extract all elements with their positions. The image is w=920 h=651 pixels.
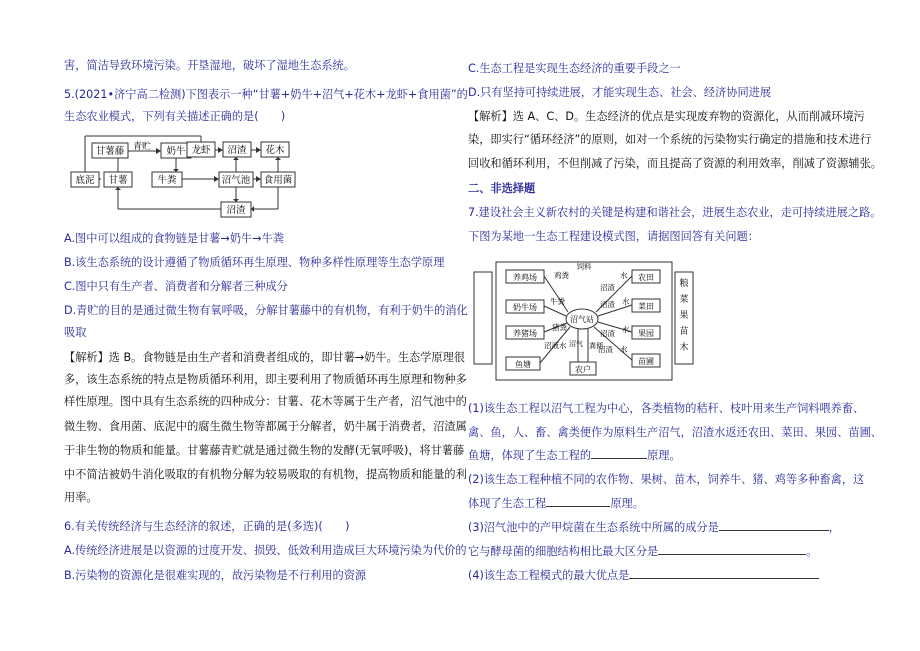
- vegetable-field-label: 菜田: [638, 302, 654, 311]
- orchard-label: 果园: [638, 329, 654, 338]
- label-char: 苗: [679, 327, 689, 337]
- node-label: 甘薯: [108, 175, 128, 186]
- question-6-option-D: D.只有坚持可持续进展，才能实现生态、社会、经济协同进展: [468, 86, 772, 99]
- question-5-stem-2: 生态农业模式，下列有关描述正确的是( ): [64, 110, 286, 123]
- answer-2-line: (2)该生态工程种植不同的农作物、果树、苗木，饲养牛、猪、鸡等多种畜禽，这: [468, 473, 865, 486]
- diagram-ecological-engineering: [472, 256, 696, 386]
- water-label: 水: [620, 345, 628, 354]
- option-B: B.该生态系统的设计遵循了物质循环再生原理、物种多样性原理等生态学原理: [64, 256, 445, 269]
- answer-2-line-blank: [468, 496, 644, 511]
- slurry-water-label: 沼液水: [544, 341, 567, 350]
- answer-1-blank[interactable]: [591, 448, 647, 459]
- node-label: 底泥: [75, 175, 95, 186]
- answer-3-prefix-2: 它与酵母菌的细胞结构相比最大区分是: [468, 545, 659, 558]
- node-label: 食用菌: [263, 175, 293, 186]
- question-6-option-C: C.生态工程是实现生态经济的重要手段之一: [468, 62, 681, 75]
- option-D-cont: 吸取: [64, 326, 87, 339]
- node-label: 龙虾: [191, 145, 211, 156]
- fish-pond-label: 鱼塘: [515, 360, 531, 369]
- option-C: C.图中只有生产者、消费者和分解者三种成分: [64, 280, 288, 293]
- answer-2-prefix: 体现了生态工程: [468, 497, 547, 510]
- biogas-label: 沼气: [569, 340, 583, 348]
- label-char: 粮: [679, 279, 689, 289]
- slurry-label: 沼渣: [600, 300, 615, 309]
- node-label: 奶牛: [166, 146, 186, 157]
- pig-farm-label: 养猪场: [513, 329, 537, 338]
- answer-4-prefix: (4)该生态工程模式的最大优点是: [468, 569, 630, 582]
- nursery-label: 苗圃: [638, 357, 654, 366]
- node-label: 甘薯藤: [95, 146, 125, 157]
- answer-1-suffix: 原理。: [647, 449, 681, 462]
- label-char: 木: [679, 343, 689, 353]
- water-label: 水: [622, 325, 630, 334]
- explanation-5-line: 多，该生态系统的特点是物质循环利用，即主要利用了物质循环再生原理和物种多: [64, 373, 467, 386]
- answer-1-prefix: 鱼塘，体现了生态工程的: [468, 449, 592, 462]
- diagram-ecological-agriculture: [68, 134, 298, 222]
- question-6-option-B: B.污染物的资源化是很难实现的，故污染物是不行利用的资源: [64, 569, 367, 582]
- explanation-5-line: 【解析】选 B。食物链是由生产者和消费者组成的，即甘薯→奶牛。生态学原理很: [64, 351, 465, 364]
- water-label: 水: [620, 271, 628, 280]
- answer-4-line: [468, 568, 819, 583]
- node-label: 沼渣: [226, 205, 246, 216]
- slurry-label: 沼渣: [600, 329, 615, 338]
- excrement-label: 粪便: [589, 342, 603, 350]
- biogas-station-label: 沼气站: [570, 315, 594, 324]
- question-7-stem: 7.建设社会主义新农村的关键是构建和谐社会，进展生态农业，走可持续进展之路。: [468, 206, 882, 219]
- chicken-farm-label: 养鸡场: [513, 273, 537, 282]
- answer-3-comma: ，: [828, 521, 840, 534]
- section-heading: 二、非选择题: [468, 182, 536, 195]
- feed-label: 饲料: [576, 262, 592, 271]
- answer-2-suffix: 原理。: [610, 497, 644, 510]
- slurry-label: 沼渣: [600, 283, 615, 292]
- manure-label: 猪粪: [552, 323, 567, 332]
- farmer-household-label: 农户: [575, 365, 591, 374]
- label-char: 菜: [679, 295, 689, 305]
- question-5-stem: 5.(2021•济宁高二检测)下图表示一种“甘薯+奶牛+沼气+花木+龙虾+食用菌”的: [64, 88, 468, 101]
- node-label: 沼渣: [227, 145, 247, 156]
- answer-1-line-blank: [468, 448, 681, 463]
- answer-1-line: (1)该生态工程以沼气工程为中心，各类植物的秸秆、枝叶用来生产饲料喂养畜、: [468, 402, 865, 415]
- text-line: 害，简洁导致环境污染。开垦湿地，破坏了湿地生态系统。: [64, 59, 355, 72]
- question-6-option-A: A.传统经济进展是以资源的过度开发、损毁、低效利用造成巨大环境污染为代价的: [64, 544, 467, 557]
- slurry-label: 沼渣: [598, 345, 613, 354]
- explanation-5-line: 于非生物的物质和能量。甘薯藤青贮就是通过微生物的发酵(无氧呼吸)，将甘薯藤: [64, 444, 465, 457]
- node-label: 牛粪: [157, 175, 177, 186]
- answer-1-line: 禽、鱼，人、畜、禽类便作为原料生产沼气，沼渣水返还农田、菜田、果园、苗圃、: [468, 426, 882, 439]
- option-D: D.青贮的目的是通过微生物有氧呼吸，分解甘薯藤中的有机物，有利于奶牛的消化: [64, 304, 468, 317]
- answer-3-blank-2[interactable]: [658, 544, 806, 555]
- question-7-stem-2: 下图为某地一生态工程建设模式图，请据图回答有关问题：: [468, 230, 759, 243]
- manure-label: 鸡粪: [554, 271, 569, 280]
- answer-3-blank-1[interactable]: [719, 520, 829, 531]
- answer-3-line: [468, 520, 840, 535]
- explanation-6-line: 【解析】选 A、C、D。生态经济的优点是实现废弃物的资源化，从而削减环境污: [468, 110, 865, 123]
- water-label: 水: [622, 297, 630, 306]
- answer-3-line-2: [468, 544, 817, 559]
- explanation-5-line: 用率。: [64, 491, 98, 504]
- node-label: 沼气池: [221, 175, 251, 186]
- answer-4-blank[interactable]: [629, 568, 819, 579]
- answer-3-prefix: (3)沼气池中的产甲烷菌在生态系统中所属的成分是: [468, 521, 719, 534]
- farmland-label: 农田: [638, 273, 654, 282]
- option-A: A.图中可以组成的食物链是甘薯→奶牛→牛粪: [64, 232, 284, 245]
- answer-3-period: 。: [806, 545, 818, 558]
- products-animal-box: [474, 272, 492, 364]
- edge-label-silage: 青贮: [132, 142, 152, 152]
- explanation-6-line: 染，即实行“循环经济”的原则，如对一个系统的污染物实行确定的措施和技术进行: [468, 133, 872, 146]
- explanation-5-line: 微生物、食用菌、底泥中的腐生微生物等都属于分解者，奶牛属于消费者，沼渣属: [64, 420, 467, 433]
- explanation-5-line: 样性原理。图中具有生态系统的四种成分：甘薯、花木等属于生产者，沼气池中的: [64, 395, 467, 408]
- node-label: 花木: [265, 145, 285, 156]
- label-char: 果: [679, 311, 689, 321]
- explanation-6-line: 回收和循环利用，不但削减了污染，而且提高了资源的利用效率，削减了资源辅张。: [468, 157, 882, 170]
- explanation-5-line: 中不简洁被奶牛消化吸取的有机物分解为较易吸取的有机物，提高物质和能量的利: [64, 468, 467, 481]
- question-6-stem: 6.有关传统经济与生态经济的叙述，正确的是(多选)( ): [64, 520, 350, 533]
- manure-label: 牛粪: [550, 297, 565, 306]
- answer-2-blank[interactable]: [546, 496, 610, 507]
- dairy-farm-label: 奶牛场: [513, 303, 537, 312]
